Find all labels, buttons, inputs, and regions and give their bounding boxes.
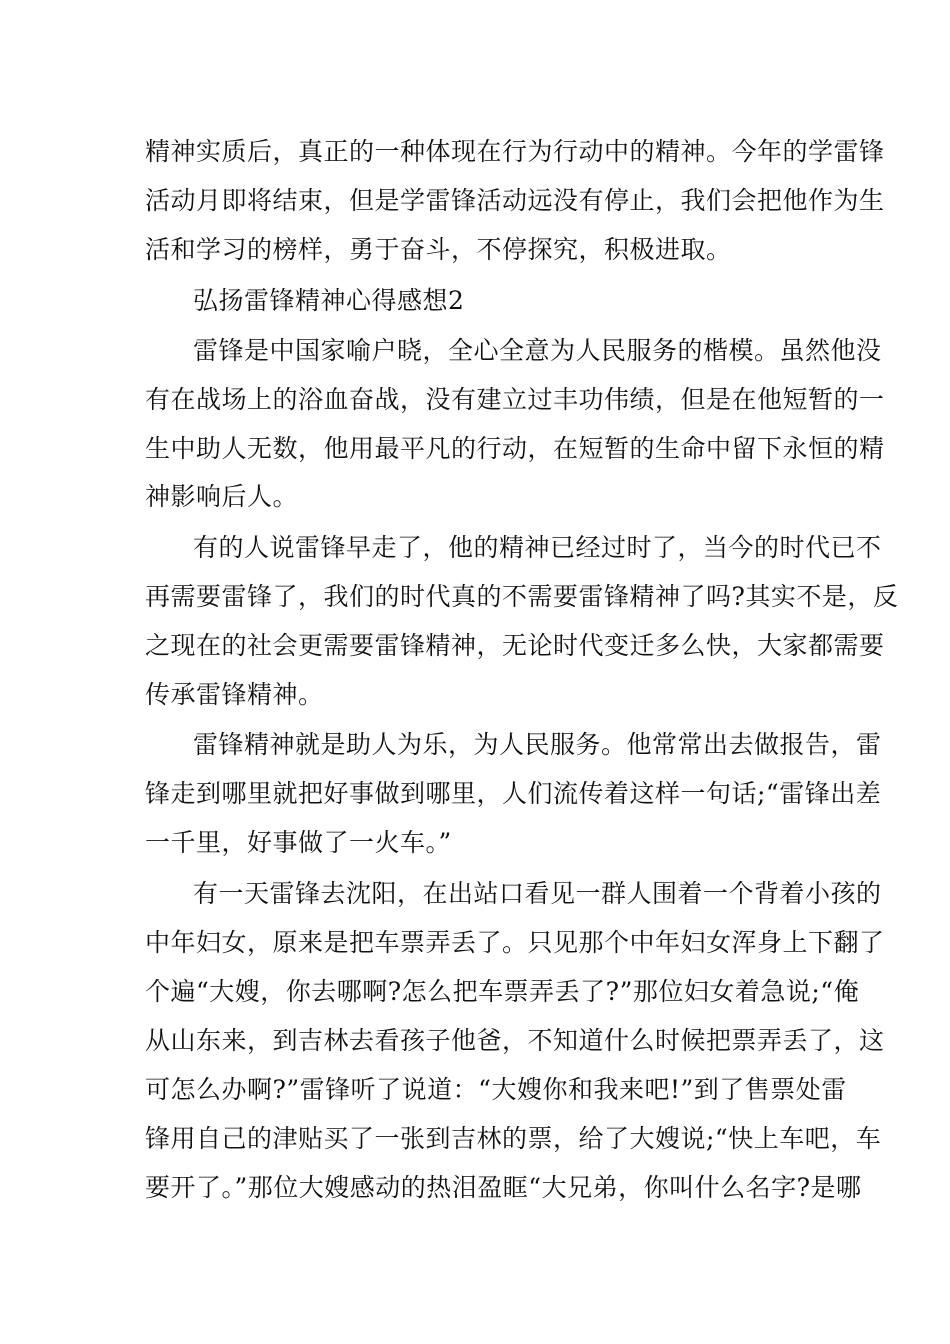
text-line: 传承雷锋精神。 <box>145 680 324 709</box>
text-line: 雷锋精神就是助人为乐，为人民服务。他常常出去做报告，雷 <box>193 730 882 759</box>
text-line: 雷锋是中国家喻户晓，全心全意为人民服务的楷模。虽然他没 <box>193 336 882 365</box>
text-line: 神影响后人。 <box>145 482 299 511</box>
text-line: 可怎么办啊?”雷锋听了说道：“大嫂你和我来吧!”到了售票处雷 <box>145 1075 847 1104</box>
text-line: 锋用自己的津贴买了一张到吉林的票，给了大嫂说;“快上车吧，车 <box>145 1124 882 1153</box>
text-line: 精神实质后，真正的一种体现在行为行动中的精神。今年的学雷锋 <box>145 137 885 166</box>
text-line: 从山东来，到吉林去看孩子他爸，不知道什么时候把票弄丢了，这 <box>145 1026 885 1055</box>
text-line: 活和学习的榜样，勇于奋斗，不停探究，积极进取。 <box>145 235 732 264</box>
text-line: 个遍“大嫂，你去哪啊?怎么把车票弄丢了?”那位妇女着急说;“俺 <box>145 977 860 1006</box>
text-line: 中年妇女，原来是把车票弄丢了。只见那个中年妇女浑身上下翻了 <box>145 928 885 957</box>
text-line: 有一天雷锋去沈阳，在出站口看见一群人围着一个背着小孩的 <box>193 879 882 908</box>
text-line: 生中助人无数，他用最平凡的行动，在短暂的生命中留下永恒的精 <box>145 434 885 463</box>
text-line: 有在战场上的浴血奋战，没有建立过丰功伟绩，但是在他短暂的一 <box>145 385 885 414</box>
section-heading: 弘扬雷锋精神心得感想2 <box>193 286 465 315</box>
text-line: 之现在的社会更需要雷锋精神，无论时代变迁多么快，大家都需要 <box>145 631 885 660</box>
text-line: 要开了。”那位大嫂感动的热泪盈眶“大兄弟，你叫什么名字?是哪 <box>145 1173 862 1202</box>
text-line: 锋走到哪里就把好事做到哪里，人们流传着这样一句话;“雷锋出差 <box>145 779 882 808</box>
text-line: 有的人说雷锋早走了，他的精神已经过时了，当今的时代已不 <box>193 533 882 562</box>
text-line: 一千里，好事做了一火车。” <box>145 828 452 857</box>
text-line: 活动月即将结束，但是学雷锋活动远没有停止，我们会把他作为生 <box>145 186 885 215</box>
text-line: 再需要雷锋了，我们的时代真的不需要雷锋精神了吗?其实不是，反 <box>145 582 899 611</box>
